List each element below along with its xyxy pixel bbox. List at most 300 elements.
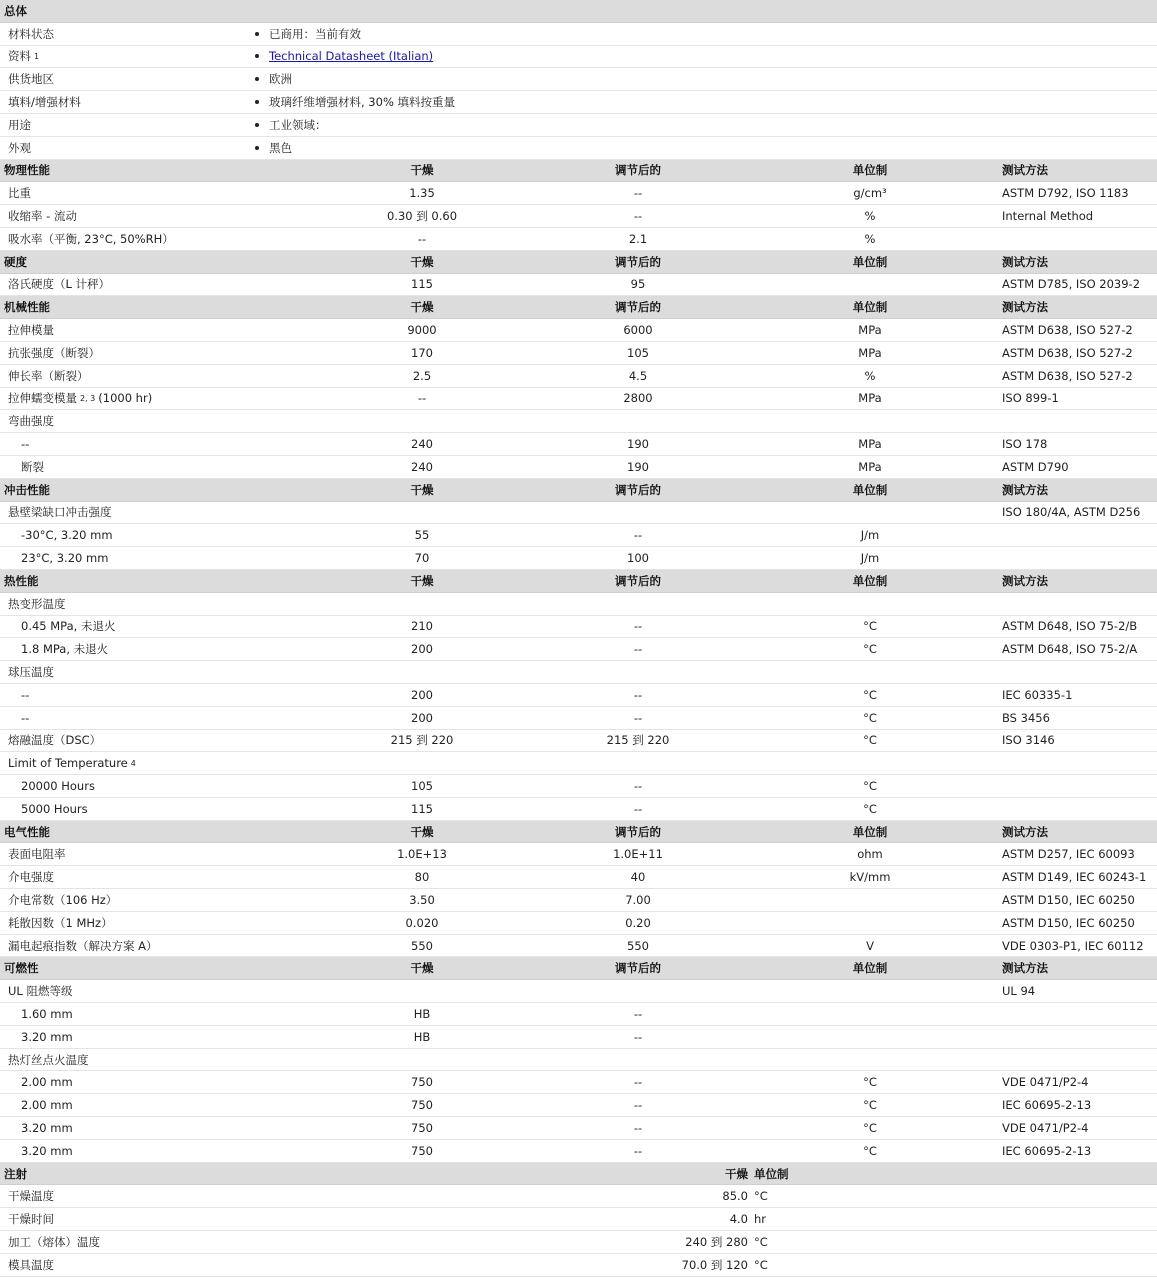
value-dry: 240 xyxy=(411,459,433,474)
value-test-method: ASTM D150, IEC 60250 xyxy=(1002,892,1135,907)
injection-row xyxy=(0,1231,1157,1254)
value-test-method: ASTM D648, ISO 75-2/B xyxy=(1002,619,1138,634)
column-header-unit: 单位制 xyxy=(852,300,888,315)
bullet-icon xyxy=(255,54,259,58)
value-unit xyxy=(760,912,980,934)
property-row xyxy=(0,843,1157,866)
value-unit: MPa xyxy=(858,391,882,406)
value-unit: % xyxy=(864,209,876,224)
value-test-method: Internal Method xyxy=(1002,209,1094,224)
property-row xyxy=(0,935,1157,958)
property-label-text: 23°C, 3.20 mm xyxy=(21,551,109,566)
value-test-method: ISO 3146 xyxy=(1002,733,1055,748)
value-dry: 215 到 220 xyxy=(390,733,454,748)
value-test-method: ASTM D648, ISO 75-2/A xyxy=(1002,642,1138,657)
value-dry: 0.020 xyxy=(405,915,439,930)
value-conditioned: -- xyxy=(633,186,643,201)
value-unit xyxy=(760,889,980,911)
value-unit: °C xyxy=(863,619,877,634)
column-header-conditioned: 调节后的 xyxy=(615,254,661,269)
property-label-text: 球压温度 xyxy=(8,665,54,679)
column-header-unit: 单位制 xyxy=(754,1166,789,1181)
bullet-icon xyxy=(255,100,259,104)
value-dry: 85.0 xyxy=(722,1189,748,1204)
value-conditioned xyxy=(528,980,748,1002)
column-header-conditioned: 调节后的 xyxy=(615,573,661,588)
value-test-method: ASTM D638, ISO 527-2 xyxy=(1002,323,1133,338)
value-dry: HB xyxy=(413,1029,431,1044)
column-header-conditioned: 调节后的 xyxy=(615,163,661,178)
value-test-method: VDE 0471/P2-4 xyxy=(1002,1075,1089,1090)
column-header-conditioned: 调节后的 xyxy=(615,824,661,839)
value-test-method: ISO 899-1 xyxy=(1002,391,1059,406)
value-conditioned: -- xyxy=(633,1143,643,1158)
value-unit: MPa xyxy=(858,437,882,452)
property-label xyxy=(21,798,88,820)
value-test-method: ASTM D790 xyxy=(1002,459,1069,474)
value-unit: °C xyxy=(863,733,877,748)
value-unit: MPa xyxy=(858,323,882,338)
property-label xyxy=(21,638,108,660)
property-label xyxy=(8,730,101,752)
column-header-dry: 干燥 xyxy=(410,300,434,315)
value-conditioned: 550 xyxy=(627,938,649,953)
bullet-icon xyxy=(255,123,259,127)
value-conditioned: -- xyxy=(633,1098,643,1113)
value-unit: °C xyxy=(863,687,877,702)
property-label-text: 材料状态 xyxy=(8,26,54,41)
value-dry: 4.0 xyxy=(729,1212,748,1227)
property-label xyxy=(8,843,66,865)
property-label xyxy=(21,456,44,478)
value-conditioned: -- xyxy=(633,710,643,725)
value-test-method: ASTM D150, IEC 60250 xyxy=(1002,915,1135,930)
value-test-method: ISO 178 xyxy=(1002,437,1048,452)
property-label-text: 悬壁梁缺口冲击强度 xyxy=(8,505,112,520)
value-unit: % xyxy=(864,231,876,246)
property-label: 干燥时间 xyxy=(8,1212,54,1227)
column-header-dry: 干燥 xyxy=(725,1166,748,1181)
value-unit: kV/mm xyxy=(849,870,891,885)
value-dry: 750 xyxy=(411,1143,433,1158)
value-unit: °C xyxy=(863,642,877,657)
property-label-text: 填料/增强材料 xyxy=(8,95,81,110)
property-label-text: 3.20 mm xyxy=(21,1029,73,1044)
property-value xyxy=(255,68,292,90)
property-label xyxy=(21,707,29,729)
property-label: 干燥温度 xyxy=(8,1189,54,1204)
bullet-icon xyxy=(255,146,259,150)
property-row xyxy=(0,319,1157,342)
property-label xyxy=(21,1071,73,1093)
value-conditioned xyxy=(528,410,748,432)
value-unit xyxy=(760,274,980,296)
value-conditioned: -- xyxy=(633,1029,643,1044)
property-label xyxy=(8,342,100,364)
property-label xyxy=(21,616,115,638)
property-label: 模具温度 xyxy=(8,1257,54,1272)
property-row xyxy=(0,593,1157,616)
value-dry xyxy=(312,752,532,774)
value-unit: °C xyxy=(863,778,877,793)
property-row xyxy=(0,205,1157,228)
value-dry xyxy=(312,502,532,524)
footnote-ref[interactable]: 1 xyxy=(34,51,40,61)
value-test-method: VDE 0471/P2-4 xyxy=(1002,1120,1089,1135)
column-header-test-method: 测试方法 xyxy=(1002,573,1048,588)
section-header xyxy=(0,160,1157,183)
column-header-test-method: 测试方法 xyxy=(1002,254,1048,269)
property-row xyxy=(0,980,1157,1003)
value-dry: 750 xyxy=(411,1098,433,1113)
property-row xyxy=(0,866,1157,889)
value-conditioned xyxy=(528,502,748,524)
section-header xyxy=(0,479,1157,502)
value-test-method: IEC 60695-2-13 xyxy=(1002,1143,1092,1158)
property-row xyxy=(0,1094,1157,1117)
value-conditioned xyxy=(528,661,748,683)
value-dry: 200 xyxy=(411,642,433,657)
property-label xyxy=(21,1003,73,1025)
column-header-conditioned: 调节后的 xyxy=(615,961,661,976)
property-label xyxy=(8,274,110,296)
property-label xyxy=(8,46,39,68)
column-header-conditioned: 调节后的 xyxy=(615,300,661,315)
value-test-method: ASTM D149, IEC 60243-1 xyxy=(1002,870,1147,885)
value-dry: 115 xyxy=(411,277,433,292)
section-header xyxy=(0,570,1157,593)
value-conditioned: 215 到 220 xyxy=(606,733,670,748)
property-row xyxy=(0,365,1157,388)
column-header-dry: 干燥 xyxy=(410,824,434,839)
column-header-dry: 干燥 xyxy=(410,961,434,976)
value-dry: 1.0E+13 xyxy=(397,847,447,862)
value-conditioned: -- xyxy=(633,801,643,816)
value-unit: % xyxy=(864,368,876,383)
property-label-text: 熔融温度（DSC） xyxy=(8,733,102,748)
property-label xyxy=(8,114,31,136)
footnote-ref[interactable]: 2, 3 xyxy=(80,393,96,403)
section-header xyxy=(0,957,1157,980)
property-label xyxy=(21,547,108,569)
value-unit: °C xyxy=(754,1189,768,1204)
property-label xyxy=(21,433,29,455)
property-label-text: Limit of Temperature xyxy=(8,756,128,771)
property-row xyxy=(0,798,1157,821)
property-label xyxy=(8,866,54,888)
general-row xyxy=(0,91,1157,114)
value-dry xyxy=(312,410,532,432)
property-label-text: 20000 Hours xyxy=(21,778,95,793)
property-label-text: 用途 xyxy=(8,117,31,132)
property-value-text: 玻璃纤维增强材料, 30% 填料按重量 xyxy=(269,95,456,110)
property-label-text: 1.60 mm xyxy=(21,1006,73,1021)
property-label-text: 漏电起痕指数（解决方案 A） xyxy=(8,938,158,953)
value-dry: 1.35 xyxy=(409,186,435,201)
property-label xyxy=(8,935,158,957)
property-label-text: 伸长率（断裂） xyxy=(8,368,89,383)
section-header xyxy=(0,296,1157,319)
section-title: 机械性能 xyxy=(4,300,50,315)
property-row xyxy=(0,388,1157,411)
property-label xyxy=(8,1049,89,1071)
value-dry: -- xyxy=(417,231,427,246)
property-label xyxy=(8,980,72,1002)
property-row xyxy=(0,274,1157,297)
value-conditioned: 7.00 xyxy=(625,892,651,907)
value-conditioned: 2.1 xyxy=(628,231,648,246)
value-conditioned: 100 xyxy=(627,551,649,566)
value-test-method: BS 3456 xyxy=(1002,710,1050,725)
value-conditioned xyxy=(528,1049,748,1071)
general-row xyxy=(0,137,1157,160)
datasheet-link[interactable]: Technical Datasheet (Italian) xyxy=(269,49,434,64)
value-test-method: IEC 60335-1 xyxy=(1002,687,1073,702)
value-test-method: ISO 180/4A, ASTM D256 xyxy=(1002,505,1141,520)
value-test-method: UL 94 xyxy=(1002,984,1036,999)
property-value xyxy=(255,137,292,159)
value-conditioned: -- xyxy=(633,778,643,793)
value-unit: °C xyxy=(863,710,877,725)
property-row xyxy=(0,1003,1157,1026)
bullet-icon xyxy=(255,77,259,81)
property-row xyxy=(0,638,1157,661)
section-title: 总体 xyxy=(4,3,27,18)
property-label-text: 3.20 mm xyxy=(21,1143,73,1158)
property-label xyxy=(8,319,54,341)
value-dry: 550 xyxy=(411,938,433,953)
value-conditioned: 4.5 xyxy=(628,368,648,383)
value-dry: 70.0 到 120 xyxy=(681,1257,748,1272)
value-conditioned: -- xyxy=(633,687,643,702)
value-dry: 2.5 xyxy=(412,368,432,383)
property-label-text: 介电常数（106 Hz） xyxy=(8,892,118,907)
value-conditioned: 2800 xyxy=(623,391,653,406)
property-row xyxy=(0,502,1157,525)
value-unit: MPa xyxy=(858,459,882,474)
value-conditioned: -- xyxy=(633,1006,643,1021)
property-label xyxy=(8,91,81,113)
property-row xyxy=(0,182,1157,205)
value-test-method: VDE 0303-P1, IEC 60112 xyxy=(1002,938,1144,953)
value-conditioned: -- xyxy=(633,642,643,657)
property-label xyxy=(8,502,112,524)
property-value xyxy=(255,46,433,68)
section-title: 物理性能 xyxy=(4,163,50,178)
value-dry: 3.50 xyxy=(409,892,435,907)
value-unit: g/cm³ xyxy=(853,186,887,201)
section-header xyxy=(0,821,1157,844)
property-label xyxy=(8,752,136,774)
value-dry: 0.30 到 0.60 xyxy=(386,209,458,224)
value-conditioned: 190 xyxy=(627,437,649,452)
property-label-text: 5000 Hours xyxy=(21,801,88,816)
value-dry xyxy=(312,593,532,615)
injection-row xyxy=(0,1254,1157,1277)
property-label-text: 2.00 mm xyxy=(21,1098,73,1113)
value-unit xyxy=(760,410,980,432)
column-header-test-method: 测试方法 xyxy=(1002,163,1048,178)
column-header-dry: 干燥 xyxy=(410,163,434,178)
property-value-text: 黑色 xyxy=(269,140,292,155)
value-unit: °C xyxy=(754,1234,768,1249)
value-dry xyxy=(312,980,532,1002)
property-label xyxy=(21,1094,73,1116)
property-label xyxy=(8,661,54,683)
column-header-unit: 单位制 xyxy=(852,482,888,497)
value-unit: J/m xyxy=(860,528,880,543)
value-test-method: IEC 60695-2-13 xyxy=(1002,1098,1092,1113)
property-label-text: 3.20 mm xyxy=(21,1120,73,1135)
property-label-text: 弯曲强度 xyxy=(8,414,54,429)
property-label xyxy=(8,889,117,911)
value-dry: 55 xyxy=(414,528,430,543)
section-title: 可燃性 xyxy=(4,961,39,976)
property-row xyxy=(0,410,1157,433)
value-dry: 105 xyxy=(411,778,433,793)
property-row xyxy=(0,433,1157,456)
property-label-text: 介电强度 xyxy=(8,870,54,885)
value-unit xyxy=(760,593,980,615)
value-dry: 240 到 280 xyxy=(685,1234,748,1249)
value-test-method: ASTM D785, ISO 2039-2 xyxy=(1002,277,1141,292)
property-label-text: 拉伸模量 xyxy=(8,323,54,338)
property-label-text: -30°C, 3.20 mm xyxy=(21,528,113,543)
property-label-text: 洛氏硬度（L 计秤） xyxy=(8,277,111,292)
property-value-text: 欧洲 xyxy=(269,72,292,87)
value-unit: J/m xyxy=(860,551,880,566)
property-value xyxy=(255,23,361,45)
column-header-test-method: 测试方法 xyxy=(1002,482,1048,497)
property-label-text: 拉伸蠕变模量 xyxy=(8,391,77,406)
property-row xyxy=(0,684,1157,707)
property-row xyxy=(0,342,1157,365)
property-label xyxy=(8,410,54,432)
value-unit: °C xyxy=(754,1257,768,1272)
value-unit: hr xyxy=(754,1212,767,1227)
property-label xyxy=(8,388,152,410)
property-label xyxy=(21,1117,73,1139)
property-label: 加工（熔体）温度 xyxy=(8,1234,100,1249)
value-conditioned: -- xyxy=(633,1120,643,1135)
property-label xyxy=(21,775,95,797)
property-label-text: -- xyxy=(21,710,30,725)
value-dry: 750 xyxy=(411,1120,433,1135)
property-row xyxy=(0,1071,1157,1094)
value-conditioned: 40 xyxy=(630,870,646,885)
property-label xyxy=(8,593,66,615)
property-label xyxy=(8,68,54,90)
value-conditioned: 190 xyxy=(627,459,649,474)
column-header-test-method: 测试方法 xyxy=(1002,961,1048,976)
property-row xyxy=(0,456,1157,479)
bullet-icon xyxy=(255,32,259,36)
property-row xyxy=(0,1117,1157,1140)
column-header-unit: 单位制 xyxy=(852,573,888,588)
value-dry: 80 xyxy=(414,870,430,885)
property-row xyxy=(0,1049,1157,1072)
section-title: 硬度 xyxy=(4,254,27,269)
property-label xyxy=(21,524,113,546)
value-test-method: ASTM D638, ISO 527-2 xyxy=(1002,345,1133,360)
value-unit xyxy=(760,1003,980,1025)
general-row xyxy=(0,114,1157,137)
value-conditioned: 95 xyxy=(630,277,646,292)
value-test-method: ASTM D792, ISO 1183 xyxy=(1002,186,1129,201)
property-row xyxy=(0,228,1157,251)
column-header-dry: 干燥 xyxy=(410,254,434,269)
property-label-text: 2.00 mm xyxy=(21,1075,73,1090)
section-header-injection xyxy=(0,1163,1157,1186)
value-dry: 170 xyxy=(411,345,433,360)
property-label-text: 吸水率（平衡, 23°C, 50%RH） xyxy=(8,231,174,246)
property-label-text: 1.8 MPa, 未退火 xyxy=(21,642,109,657)
column-header-unit: 单位制 xyxy=(852,163,888,178)
property-label-text: 比重 xyxy=(8,186,31,201)
column-header-dry: 干燥 xyxy=(410,573,434,588)
property-label xyxy=(8,912,113,934)
column-header-dry: 干燥 xyxy=(410,482,434,497)
property-row xyxy=(0,1026,1157,1049)
property-row xyxy=(0,775,1157,798)
column-header-unit: 单位制 xyxy=(852,961,888,976)
property-label xyxy=(21,1026,73,1048)
property-value-text: 工业领域： xyxy=(269,117,327,132)
property-label-text: 表面电阻率 xyxy=(8,847,66,862)
value-dry: 210 xyxy=(411,619,433,634)
property-label-text: 热变形温度 xyxy=(8,596,66,611)
value-dry: 750 xyxy=(411,1075,433,1090)
value-unit: °C xyxy=(863,1098,877,1113)
section-header xyxy=(0,251,1157,274)
value-unit xyxy=(760,502,980,524)
value-conditioned: 105 xyxy=(627,345,649,360)
general-row xyxy=(0,68,1157,91)
value-dry xyxy=(312,1049,532,1071)
property-label-text: 热灯丝点火温度 xyxy=(8,1052,89,1067)
value-dry: 200 xyxy=(411,687,433,702)
property-row xyxy=(0,661,1157,684)
property-row xyxy=(0,547,1157,570)
section-title: 冲击性能 xyxy=(4,482,50,497)
property-label-text: UL 阻燃等级 xyxy=(8,984,73,999)
property-row xyxy=(0,752,1157,775)
value-dry xyxy=(312,661,532,683)
footnote-ref[interactable]: 4 xyxy=(130,758,136,768)
property-label-text: 耗散因数（1 MHz） xyxy=(8,915,113,930)
property-label xyxy=(8,23,54,45)
value-dry: HB xyxy=(413,1006,431,1021)
value-conditioned: 0.20 xyxy=(625,915,651,930)
property-label xyxy=(8,228,174,250)
value-conditioned: -- xyxy=(633,528,643,543)
value-conditioned: 6000 xyxy=(623,323,653,338)
section-title: 电气性能 xyxy=(4,824,50,839)
value-conditioned: -- xyxy=(633,209,643,224)
value-unit xyxy=(760,1049,980,1071)
value-dry: -- xyxy=(417,391,427,406)
property-label xyxy=(8,205,77,227)
property-label xyxy=(21,684,29,706)
property-label-text: 外观 xyxy=(8,140,31,155)
value-unit: °C xyxy=(863,1143,877,1158)
property-label-text: 资料 xyxy=(8,49,31,64)
property-label-text: 收缩率 - 流动 xyxy=(8,209,77,224)
property-row xyxy=(0,616,1157,639)
property-label xyxy=(8,365,89,387)
value-dry: 9000 xyxy=(407,323,437,338)
value-unit: ohm xyxy=(857,847,883,862)
